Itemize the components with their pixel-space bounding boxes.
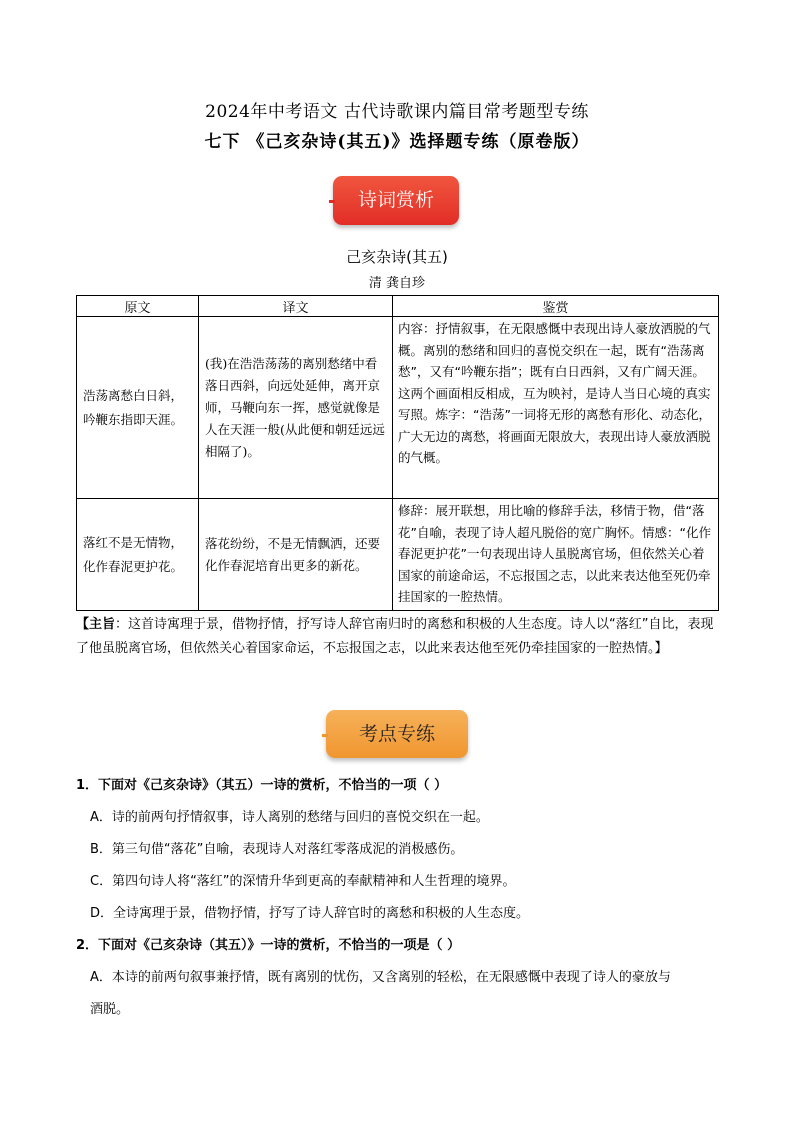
question-option-continued: 酒脱。 [90, 1002, 130, 1017]
question-option: C．第四句诗人将“落红”的深情升华到更高的奉献精神和人生哲理的境界。 [90, 874, 516, 889]
main-idea-label: 【主旨 [76, 617, 116, 632]
table-header-row [77, 296, 719, 317]
question-option: B．第三句借“落花”自喻，表现诗人对落红零落成泥的消极感伤。 [90, 842, 464, 857]
question-option: A．诗的前两句抒情叙事，诗人离别的愁绪与回归的喜悦交织在一起。 [90, 810, 489, 825]
table-row [77, 317, 719, 499]
cell-appreciation: 内容：抒情叙事，在无限感慨中表现出诗人豪放洒脱的气概。离别的愁绪和回归的喜悦交织在一起，既有“浩荡离愁”，又有“吟鞭东指”；既有白日西斜，又有广阔天涯。这两个画面相反相成，互为映衬，是诗人当日心境的真实写照。炼字：“浩荡”一词将无形的离愁有形化、动态化，广大无边的离愁，将画面无限放大，表现出诗人豪放洒脱的气概。 [393, 317, 719, 499]
question-option: D．全诗寓理于景，借物抒情，抒写了诗人辞官时的离愁和积极的人生态度。 [90, 906, 530, 921]
document-title: 2024年中考语文 古代诗歌课内篇目常考题型专练 [205, 102, 589, 122]
cell-translation: 落花纷纷，不是无情飘洒，还要化作春泥培育出更多的新花。 [199, 499, 393, 611]
column-header-original: 原文 [77, 296, 199, 317]
main-idea-text: ：这首诗寓理于景，借物抒情，抒写诗人辞官南归时的离愁和积极的人生态度。诗人以“落红”自比，表现了他虽脱离官场，但依然关心着国家命运，不忘报国之志，以此来表达他至死仍牵挂国家的一腔热情。】 [76, 617, 714, 656]
column-header-translation: 译文 [199, 296, 393, 317]
poem-title: 己亥杂诗(其五) [346, 248, 448, 266]
column-header-appreciation: 鉴赏 [393, 296, 719, 317]
document-subtitle: 七下 《己亥杂诗(其五)》选择题专练（原卷版） [204, 132, 590, 152]
question-stem: 1．下面对《己亥杂诗》（其五）一诗的赏析，不恰当的一项（ ） [76, 778, 448, 793]
question-option: A．本诗的前两句叙事兼抒情，既有离别的忧伤，又含离别的轻松，在无限感慨中表现了诗人的豪放与 [90, 970, 671, 985]
cell-translation: (我)在浩浩荡荡的离别愁绪中看落日西斜，向远处延伸，离开京师，马鞭向东一挥，感觉就像是人在天涯一般(从此便和朝廷远远相隔了)。 [199, 317, 393, 499]
question-stem: 2．下面对《己亥杂诗（其五）》一诗的赏析，不恰当的一项是（ ） [76, 938, 461, 953]
section-banner-practice: 考点专练 [326, 710, 468, 758]
poem-analysis-table [76, 295, 719, 611]
main-idea-paragraph [76, 613, 724, 661]
section-banner-poem-appreciation: 诗词赏析 [333, 176, 459, 225]
cell-original: 浩荡离愁白日斜，吟鞭东指即天涯。 [77, 317, 199, 499]
cell-appreciation: 修辞：展开联想，用比喻的修辞手法，移情于物，借“落花”自喻，表现了诗人超凡脱俗的宽广胸怀。情感：“化作春泥更护花”一句表现出诗人虽脱离官场，但依然关心着国家的前途命运，不忘报国之志，以此来表达他至死仍牵挂国家的一腔热情。 [393, 499, 719, 611]
table-row [77, 499, 719, 611]
poem-author: 清 龚自珍 [368, 276, 426, 291]
cell-original: 落红不是无情物，化作春泥更护花。 [77, 499, 199, 611]
